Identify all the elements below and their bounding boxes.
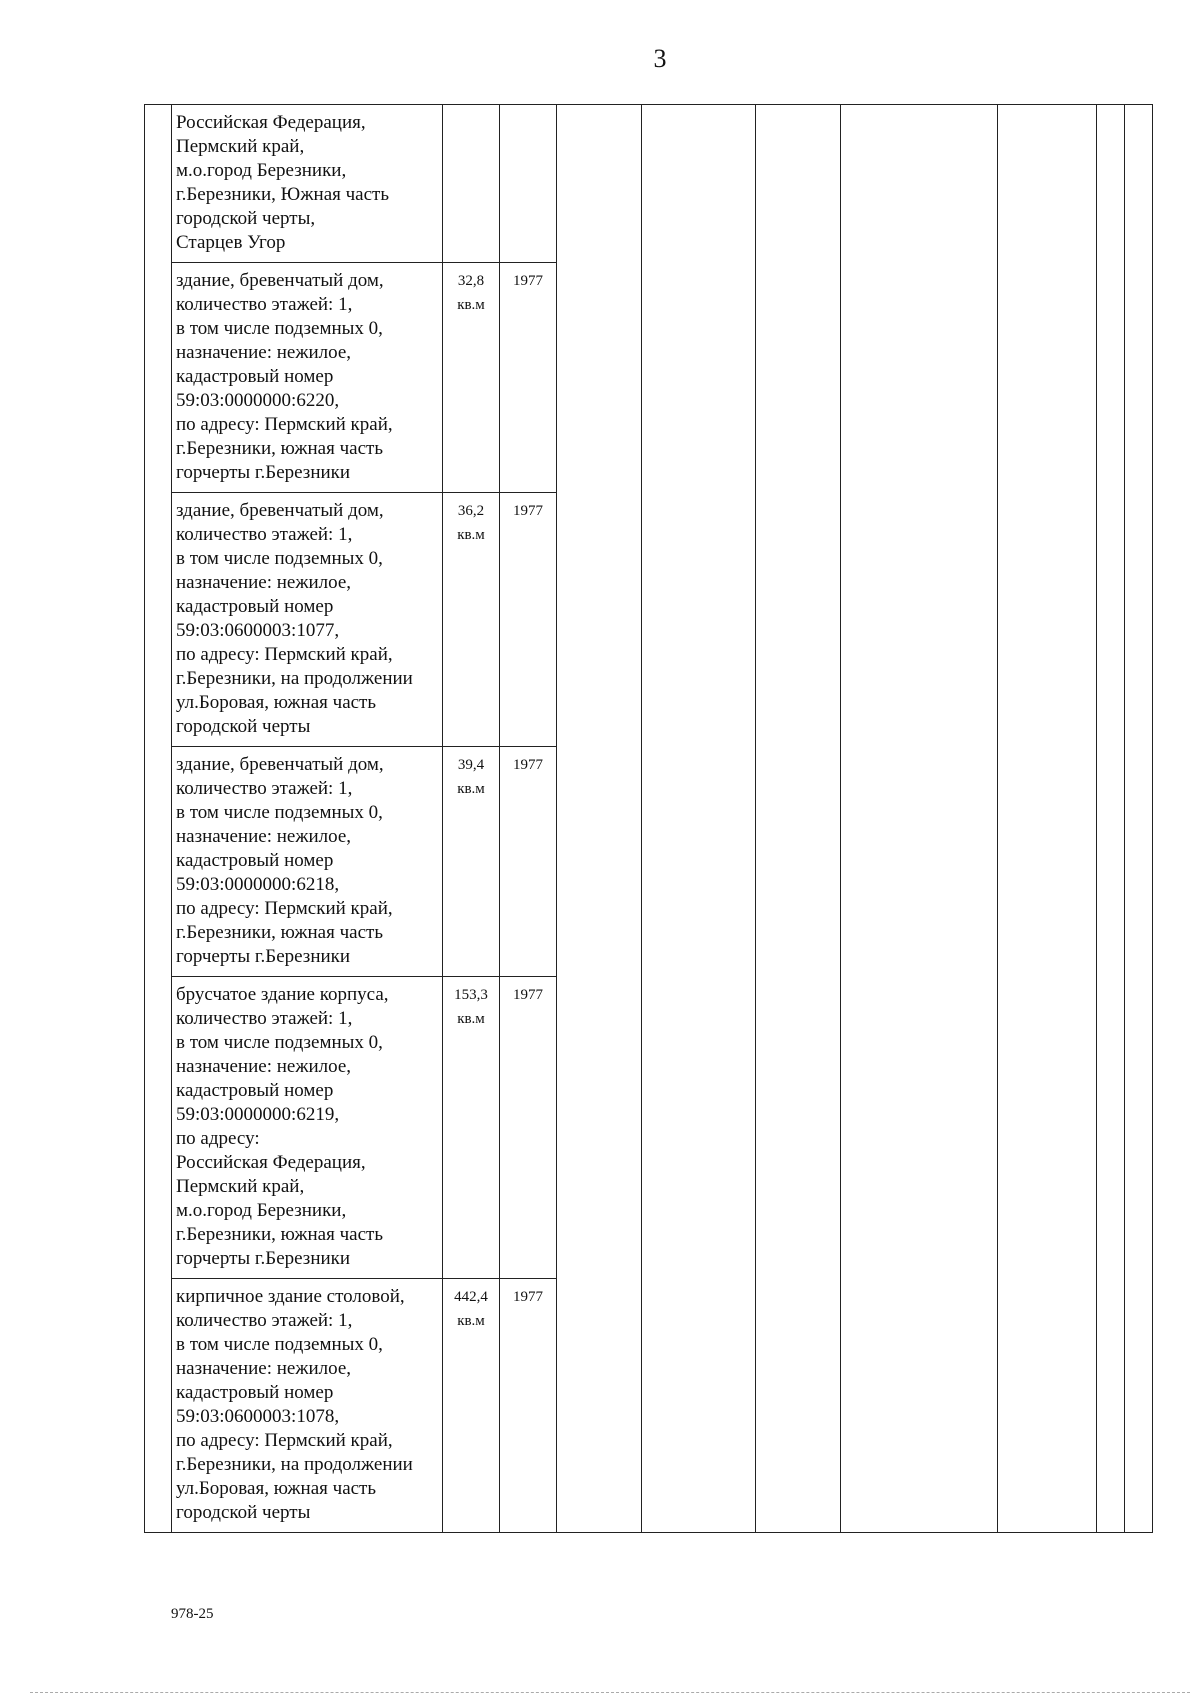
area-cell — [443, 977, 500, 1279]
year-cell — [500, 263, 557, 493]
description-text: здание, бревенчатый дом, количество этажей: 1, в том числе подземных 0, назначение: нежилое, кадастровый номер 59:03:0000000:6218, по адресу: Пермский край, г.Березники, южная часть горчерты г.Березники — [176, 754, 393, 967]
empty-cell — [756, 105, 841, 1533]
year-text: 1977 — [513, 503, 543, 519]
description-cell — [172, 977, 443, 1279]
description-cell — [172, 105, 443, 263]
area-text: 39,4 кв.м — [457, 757, 485, 797]
area-cell — [443, 263, 500, 493]
empty-cell — [998, 105, 1097, 1533]
area-text: 153,3 кв.м — [454, 987, 488, 1027]
property-table — [144, 104, 1153, 1533]
year-text: 1977 — [513, 1289, 543, 1305]
area-text: 36,2 кв.м — [457, 503, 485, 543]
area-cell — [443, 1279, 500, 1533]
number-cell — [145, 105, 172, 1533]
year-cell — [500, 1279, 557, 1533]
description-cell — [172, 263, 443, 493]
area-text: 32,8 кв.м — [457, 273, 485, 313]
description-text: здание, бревенчатый дом, количество этажей: 1, в том числе подземных 0, назначение: нежилое, кадастровый номер 59:03:0600003:1077, по адресу: Пермский край, г.Березники, на продолжении ул.Боровая, южная часть городской черты — [176, 500, 413, 737]
page-number: 3 — [653, 44, 667, 73]
year-cell — [500, 747, 557, 977]
area-cell — [443, 747, 500, 977]
description-text: здание, бревенчатый дом, количество этажей: 1, в том числе подземных 0, назначение: нежилое, кадастровый номер 59:03:0000000:6220, по адресу: Пермский край, г.Березники, южная часть горчерты г.Березники — [176, 270, 393, 483]
year-text — [500, 105, 556, 111]
description-cell — [172, 747, 443, 977]
year-cell — [500, 977, 557, 1279]
description-text: кирпичное здание столовой, количество этажей: 1, в том числе подземных 0, назначение: нежилое, кадастровый номер 59:03:0600003:1078, по адресу: Пермский край, г.Березники, на продолжении ул.Боровая, южная часть городской черты — [176, 1286, 413, 1523]
year-text: 1977 — [513, 757, 543, 773]
year-text: 1977 — [513, 987, 543, 1003]
description-text: брусчатое здание корпуса, количество этажей: 1, в том числе подземных 0, назначение: нежилое, кадастровый номер 59:03:0000000:6219, по адресу: Российская Федерация, Пермский край, м.о.город Березники, г.Березники, южная часть горчерты г.Березники — [176, 984, 389, 1269]
description-cell — [172, 493, 443, 747]
year-cell — [500, 105, 557, 263]
empty-cell — [1125, 105, 1153, 1533]
footer-code: 978-25 — [171, 1606, 214, 1622]
area-cell — [443, 105, 500, 263]
year-cell — [500, 493, 557, 747]
description-text: Российская Федерация, Пермский край, м.о.город Березники, г.Березники, Южная часть городской черты, Старцев Угор — [176, 112, 390, 253]
empty-cell — [557, 105, 642, 1533]
area-text: 442,4 кв.м — [454, 1289, 488, 1329]
empty-cell — [841, 105, 998, 1533]
area-cell — [443, 493, 500, 747]
year-text: 1977 — [513, 273, 543, 289]
description-cell — [172, 1279, 443, 1533]
empty-cell — [642, 105, 756, 1533]
scan-edge-line — [30, 1692, 1190, 1693]
area-text — [443, 105, 499, 111]
empty-cell — [1097, 105, 1125, 1533]
